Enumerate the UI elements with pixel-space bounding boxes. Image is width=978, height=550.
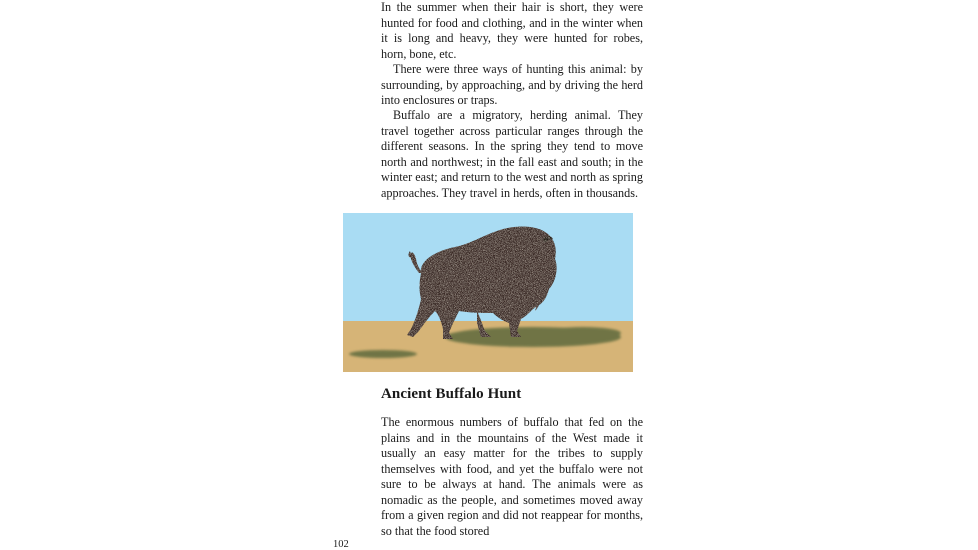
buffalo-illustration [343,213,633,372]
paragraph-hunting-methods: There were three ways of hunting this animal: by surrounding, by approaching, and by driving the herd into enclosures or traps. [381,62,643,107]
paragraph-migration: Buffalo are a migratory, herding animal. They travel together across particular ranges through the different seasons. In the spring they tend to move north and northwest; in the fall east and south; in the winter east; and return to the west and north as spring approaches. They travel in herds, often in thousands. [381,108,643,200]
paragraph-ancient-hunt: The enormous numbers of buffalo that fed on the plains and in the mountains of the West made it usually an easy matter for the tribes to supply themselves with food, and yet the buffalo were not sure to be always at hand. The animals were as nomadic as the people, and sometimes moved away from a given region and did not reappear for months, so that the food stored [381,415,643,538]
page-number: 102 [333,539,349,550]
section-heading: Ancient Buffalo Hunt [381,386,522,402]
paragraph-hunting-seasons: In the summer when their hair is short, they were hunted for food and clothing, and in the winter when it is long and heavy, they were hunted for robes, horn, bone, etc. [381,0,643,61]
